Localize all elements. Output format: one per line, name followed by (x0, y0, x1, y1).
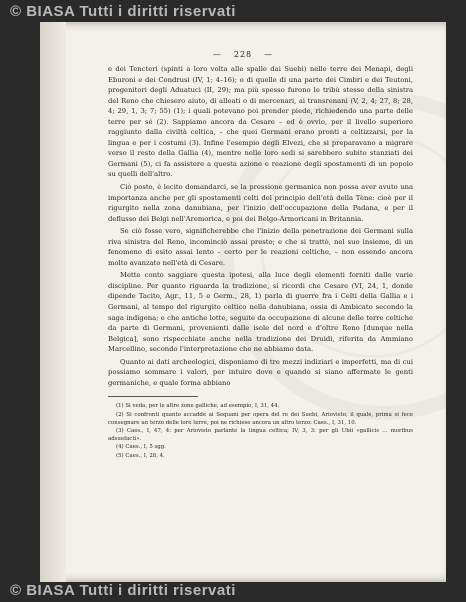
book-page (40, 22, 446, 582)
page-content (108, 50, 413, 460)
paragraph: Quanto ai dati archeologici, disponiamo di tre mezzi indiziari e imperfetti, ma di cui possiamo sommare i valori, per intuire dove e quando si siano affermate le genti germaniche, e quale forma abbiano (108, 357, 413, 387)
copyright-watermark-top: © BIASA Tutti i diritti riservati (10, 3, 236, 20)
footnote: (4) Caes., I, 5 sgg. (116, 444, 166, 451)
footnote: (3) Caes., I, 47, 4: per Ariovisto parlante la lingua celtica; IV, 3, 3: per gli Ubii «gallicis ... moribus adsuefacti». (108, 428, 413, 443)
footnote: (1) Si veda, per le altre zone galliche, ad esempio, I, 31, 44. (116, 403, 280, 410)
paragraph: e dei Tencteri (spinti a loro volta alle spalle dai Suebi) nelle terre dei Menapi, degli Eburoni e dei Condrusi (IV, 1; 4–16); o di quelle di una parte dei Cimbri e dei Teutoni, progenitori degli Aduatuci (II, 29); ma più spesso furono le tribù stesse della sinistra del Reno che chiesero aiuto, di alleati o di mercenari, ai transrenani (V, 2, 4; 27, 8; 28, 4; 29, 1, 3; 7; 55) (1); i quali potevano poi prender piede, richiedendo una parte delle terre per sé (2). Sappiamo ancora da Cesare – ed è ovvio, per il livello superiore raggiunto dalla civiltà celtica, – che quei Germani erano pronti a celtizzarsi, per la lingua e per i costumi (3). Infine l'esempio degli Elvezi, che si preparavano a migrare verso il resto della Gallia (4), mentre nelle loro sedi si sarebbero subito stanziati dei Germani (5), ci fa assistere a questa azione e reazione degli spostamenti di un popolo su quelli dell'altro. (108, 65, 413, 179)
body-text (108, 64, 413, 388)
footnotes (108, 402, 413, 459)
copyright-watermark-bottom: © BIASA Tutti i diritti riservati (10, 582, 236, 599)
page-number: — 228 — (212, 50, 274, 59)
footnote: (2) Si confronti quanto accadde ai Sequani per opera del re dei Suebi, Ariovisto, il quale, prima si fece consegnare un terzo delle loro terre, poi ne richiese ancora un altro terzo: Caes., I, 31, 10. (108, 411, 413, 426)
footnote-divider (108, 396, 198, 397)
paragraph: Ciò posto, è lecito domandarci, se la pressione germanica non possa aver avuto una importanza anche per gli spostamenti celti del principio dell'età della Tène: cioè per il rigurgito nella zona danubiana, per l'inizio dell'occupazione della Padana, e per il deflusso dei Belgi nell'Aremorica, e poi dei Belgo-Armoricani in Britannia. (108, 183, 413, 223)
paragraph: Se ciò fosse vero, significherebbe che l'inizio della penetrazione dei Germani sulla riva sinistra del Reno, incominciò assai presto; e che si trattò, nel suo insieme, di un fenomeno di esito assai lento – certo per le reazioni celtiche, – non essendo ancora molto avanzato nell'età di Cesare. (108, 227, 413, 267)
paragraph: Mette conto saggiare questa ipotesi, alla luce degli elementi forniti dalle varie discipline. Per quanto riguarda la tradizione, si ricordi che Cesare (VI, 24, 1, donde dipende Tacito, Agr., 11, 5 e Germ., 28, 1) parla di guerre fra i Celti della Gallia e i Germani, al tempo del rigurgito celtico nella danubiana, ossia di Ambicato secondo la saga indigena; e che antiche lotte, seguite da occupazione di alcune delle terre celtiche da parte di Germani, provenienti dalle isole del nord e d'oltre Reno [dunque nella Belgica], sono rispecchiate anche nella tradizione dei Druidi, riferita da Ammiano Marcellino, secondo l'interpretazione che ne abbiamo data. (108, 271, 413, 354)
page-binding-shadow (40, 22, 66, 582)
footnote: (5) Caes., I, 28, 4. (116, 452, 165, 459)
